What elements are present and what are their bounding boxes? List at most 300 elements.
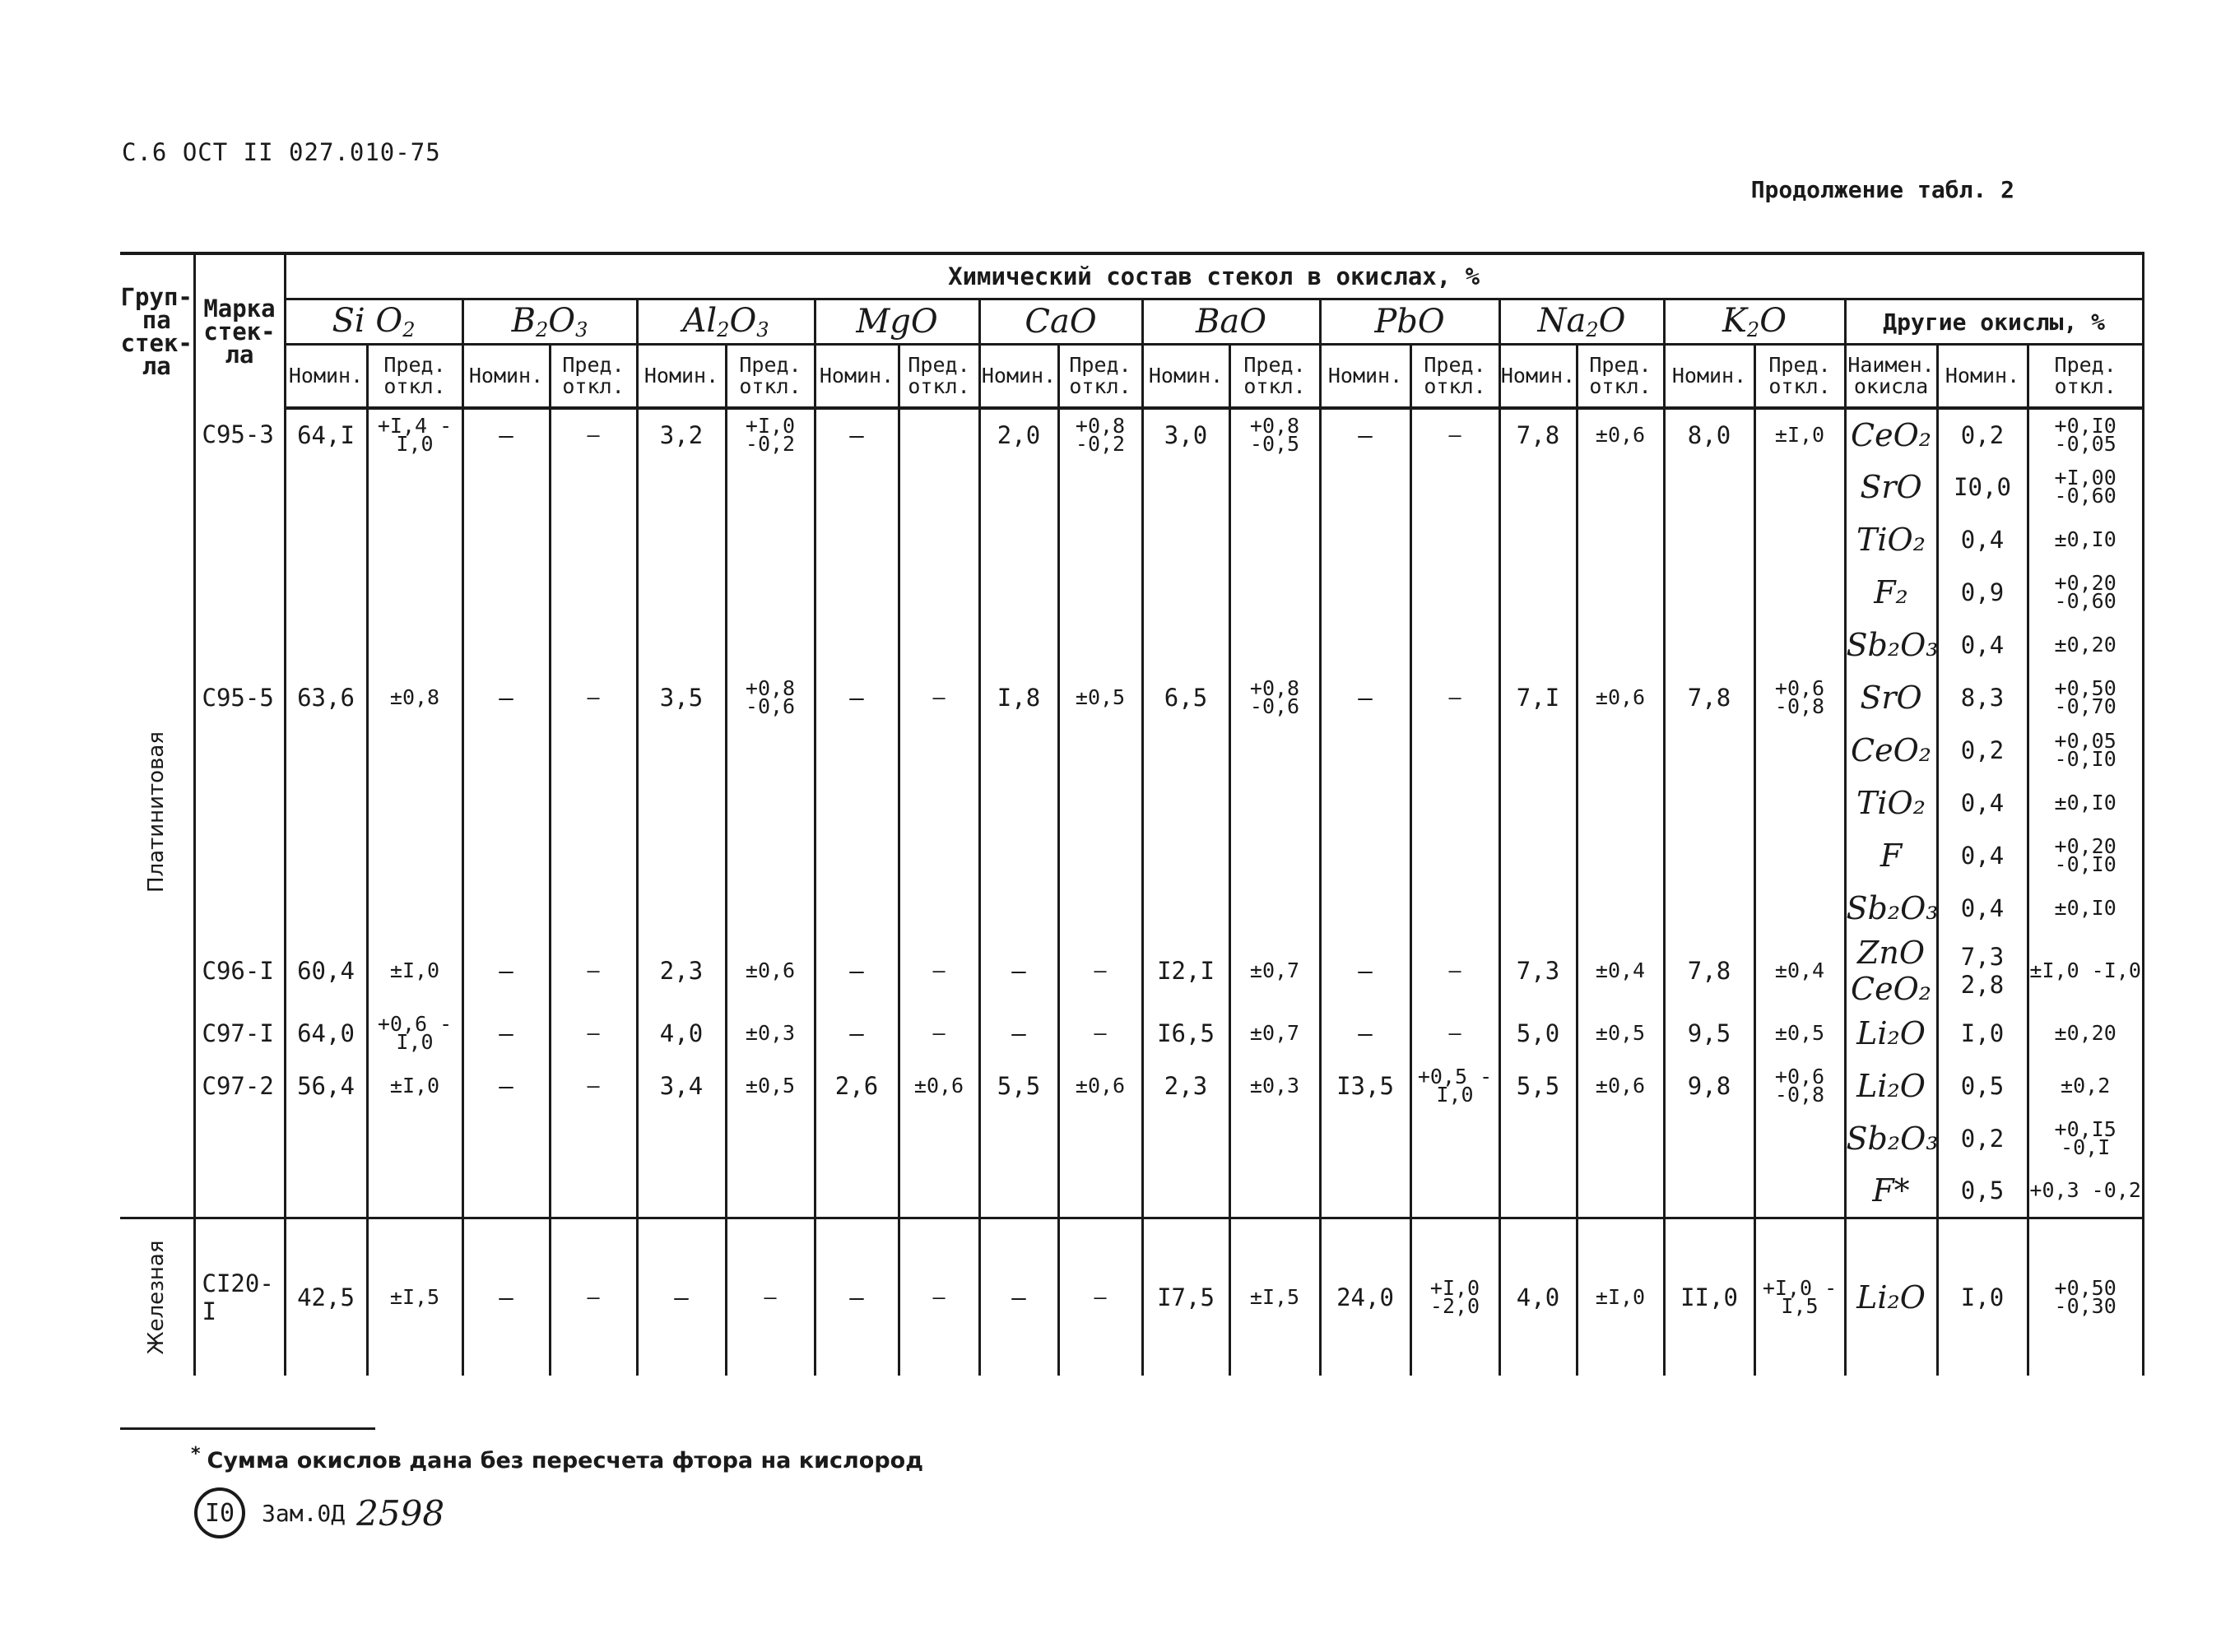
deviation-value [1058, 461, 1142, 513]
nominal-value [285, 619, 367, 671]
deviation-value [550, 1165, 637, 1218]
deviation-value: ±0,7 [1229, 935, 1320, 1007]
table-row [120, 671, 2143, 724]
other-oxide-name: Li₂O [1845, 1007, 1937, 1060]
other-oxide-name: CeO₂ [1845, 724, 1937, 777]
other-oxide-nominal: I,0 [1937, 1007, 2028, 1060]
deviation-header: Пред. откл. [726, 345, 815, 409]
nominal-value [1320, 566, 1410, 619]
glass-brand: С97-I [194, 1007, 285, 1060]
nominal-value: – [979, 1007, 1058, 1060]
deviation-header: Пред. откл. [1754, 345, 1845, 409]
nominal-value: 24,0 [1320, 1218, 1410, 1376]
deviation-value: ±I,5 [1229, 1218, 1320, 1376]
table-row [120, 1112, 2143, 1165]
deviation-value [1058, 1112, 1142, 1165]
nominal-value [1499, 1112, 1577, 1165]
deviation-value [550, 513, 637, 566]
deviation-value: +0,8 -0,2 [1058, 408, 1142, 461]
glass-group-cell [120, 408, 194, 1218]
nominal-value: 2,3 [637, 935, 726, 1007]
deviation-value [1577, 777, 1664, 829]
nominal-value: – [815, 671, 899, 724]
deviation-value [1577, 724, 1664, 777]
nominal-value [1664, 566, 1754, 619]
deviation-value: ±I,0 [1577, 1218, 1664, 1376]
other-oxide-name: Sb₂O₃ [1845, 1112, 1937, 1165]
deviation-value [1754, 882, 1845, 935]
deviation-value: – [1058, 1007, 1142, 1060]
deviation-value: – [550, 1060, 637, 1112]
nominal-value [979, 513, 1058, 566]
deviation-value [367, 1112, 462, 1165]
table-row [120, 935, 2143, 1007]
nominal-value [979, 1112, 1058, 1165]
nominal-value [462, 619, 550, 671]
nominal-value: – [815, 935, 899, 1007]
deviation-value: – [1410, 408, 1499, 461]
nominal-value [1664, 513, 1754, 566]
deviation-value [367, 1165, 462, 1218]
nominal-value: I6,5 [1142, 1007, 1229, 1060]
glass-brand [194, 1112, 285, 1165]
deviation-value: – [726, 1218, 815, 1376]
deviation-header: Пред. откл. [550, 345, 637, 409]
nominal-value [1664, 724, 1754, 777]
nominal-value [1664, 461, 1754, 513]
nominal-value [1499, 829, 1577, 882]
other-oxide-deviation: +0,20 -0,I0 [2028, 829, 2143, 882]
deviation-value [899, 408, 979, 461]
deviation-value: – [899, 1218, 979, 1376]
nominal-value [815, 724, 899, 777]
nominal-value [1142, 829, 1229, 882]
deviation-header: Пред. откл. [899, 345, 979, 409]
nominal-value [462, 566, 550, 619]
nominal-value: 7,3 [1499, 935, 1577, 1007]
other-oxide-name: TiO₂ [1845, 513, 1937, 566]
other-oxide-deviation: +0,50 -0,30 [2028, 1218, 2143, 1376]
nominal-value [637, 1165, 726, 1218]
nominal-value: 7,8 [1499, 408, 1577, 461]
deviation-value: ±0,5 [1754, 1007, 1845, 1060]
other-oxide-name: F* [1845, 1165, 1937, 1218]
deviation-value: ±0,4 [1577, 935, 1664, 1007]
table-row [120, 777, 2143, 829]
other-oxide-nominal: 0,4 [1937, 777, 2028, 829]
table-row [120, 882, 2143, 935]
deviation-value [1577, 461, 1664, 513]
deviation-value [899, 1165, 979, 1218]
deviation-value: ±0,5 [726, 1060, 815, 1112]
nominal-header: Номин. [1499, 345, 1577, 409]
deviation-value [726, 1165, 815, 1218]
nominal-value [1142, 724, 1229, 777]
nominal-value [815, 882, 899, 935]
deviation-value [1754, 513, 1845, 566]
other-dev-header: Пред. откл. [2028, 345, 2143, 409]
deviation-value [1058, 777, 1142, 829]
other-oxide-nominal: 0,5 [1937, 1165, 2028, 1218]
nominal-value [815, 1165, 899, 1218]
chemical-composition-table [120, 252, 2144, 1376]
nominal-value [1499, 777, 1577, 829]
nominal-value [1499, 882, 1577, 935]
nominal-value: 5,5 [979, 1060, 1058, 1112]
deviation-value: +0,6 -I,0 [367, 1007, 462, 1060]
nominal-value: 6,5 [1142, 671, 1229, 724]
nominal-value [815, 1112, 899, 1165]
other-oxide-nominal: 0,2 [1937, 1112, 2028, 1165]
glass-brand [194, 1165, 285, 1218]
table-row [120, 1218, 2143, 1376]
other-oxide-name: F₂ [1845, 566, 1937, 619]
change-number-circle: I0 [194, 1487, 245, 1538]
deviation-value [1410, 882, 1499, 935]
glass-group-cell [120, 1218, 194, 1376]
deviation-value [1410, 1112, 1499, 1165]
deviation-value [726, 777, 815, 829]
nominal-value [285, 829, 367, 882]
deviation-value [550, 724, 637, 777]
deviation-value [1754, 777, 1845, 829]
page-reference: С.6 ОСТ II 027.010-75 [122, 138, 441, 166]
table-row [120, 408, 2143, 461]
nominal-value [1320, 1165, 1410, 1218]
group-column-header: Груп-па стек-ла [120, 253, 194, 408]
glass-brand: СI20-I [194, 1218, 285, 1376]
nominal-value: – [815, 408, 899, 461]
deviation-value [1754, 724, 1845, 777]
nominal-value [1142, 566, 1229, 619]
nominal-value [637, 724, 726, 777]
nominal-value [1664, 882, 1754, 935]
deviation-value: ±0,6 [1058, 1060, 1142, 1112]
deviation-value: +I,0 -0,2 [726, 408, 815, 461]
nominal-value [815, 566, 899, 619]
other-oxide-name: TiO₂ [1845, 777, 1937, 829]
deviation-value: +I,0 -2,0 [1410, 1218, 1499, 1376]
deviation-value [899, 882, 979, 935]
deviation-value: +0,8 -0,6 [726, 671, 815, 724]
nominal-value [285, 882, 367, 935]
nominal-value: I7,5 [1142, 1218, 1229, 1376]
nominal-value: – [979, 1218, 1058, 1376]
nominal-value [1664, 829, 1754, 882]
deviation-value [1410, 513, 1499, 566]
deviation-value: +0,8 -0,6 [1229, 671, 1320, 724]
deviation-value [1754, 1165, 1845, 1218]
deviation-value [1410, 566, 1499, 619]
other-oxide-nominal: 0,5 [1937, 1060, 2028, 1112]
nominal-header: Номин. [462, 345, 550, 409]
deviation-value [726, 513, 815, 566]
deviation-value: ±0,4 [1754, 935, 1845, 1007]
deviation-value [1229, 566, 1320, 619]
deviation-value [726, 1112, 815, 1165]
deviation-value: +I,0 -I,5 [1754, 1218, 1845, 1376]
nominal-value: 5,0 [1499, 1007, 1577, 1060]
other-oxide-name: Li₂O [1845, 1218, 1937, 1376]
nominal-value: – [462, 1007, 550, 1060]
deviation-value: ±0,6 [726, 935, 815, 1007]
deviation-value [1229, 724, 1320, 777]
nominal-value: 63,6 [285, 671, 367, 724]
deviation-value [1410, 724, 1499, 777]
nominal-value [1664, 619, 1754, 671]
nominal-value [1499, 461, 1577, 513]
deviation-header: Пред. откл. [367, 345, 462, 409]
deviation-value [1058, 513, 1142, 566]
deviation-value: ±0,3 [726, 1007, 815, 1060]
other-oxide-deviation: +0,I0 -0,05 [2028, 408, 2143, 461]
deviation-value [1058, 724, 1142, 777]
nominal-value: 9,5 [1664, 1007, 1754, 1060]
oxide-header-pbo: PbO [1320, 299, 1499, 345]
deviation-value: +0,6 -0,8 [1754, 671, 1845, 724]
nominal-value [462, 777, 550, 829]
deviation-value [367, 777, 462, 829]
deviation-header: Пред. откл. [1058, 345, 1142, 409]
oxide-header-k2o: $K_2O$ [1664, 299, 1845, 345]
glass-brand [194, 619, 285, 671]
nominal-value [979, 619, 1058, 671]
nominal-value: 7,I [1499, 671, 1577, 724]
nominal-value [285, 1112, 367, 1165]
deviation-value: – [1410, 671, 1499, 724]
deviation-value [1754, 829, 1845, 882]
nominal-value [637, 777, 726, 829]
deviation-value: – [899, 671, 979, 724]
other-oxide-name: Sb₂O₃ [1845, 619, 1937, 671]
deviation-header: Пред. откл. [1577, 345, 1664, 409]
deviation-value [367, 566, 462, 619]
table-row [120, 829, 2143, 882]
other-oxide-nominal: 0,4 [1937, 882, 2028, 935]
other-oxide-deviation: ±I,0 -I,0 [2028, 935, 2143, 1007]
other-oxide-deviation: +0,3 -0,2 [2028, 1165, 2143, 1218]
deviation-value [1058, 882, 1142, 935]
nominal-value [815, 461, 899, 513]
glass-brand [194, 461, 285, 513]
table-row [120, 461, 2143, 513]
deviation-value [1058, 829, 1142, 882]
glass-brand [194, 513, 285, 566]
oxide-header-mgo: MgO [815, 299, 979, 345]
nominal-value: 9,8 [1664, 1060, 1754, 1112]
nominal-value: 2,0 [979, 408, 1058, 461]
deviation-header: Пред. откл. [1229, 345, 1320, 409]
change-text: Зам.0Д [262, 1499, 346, 1527]
nominal-value [1320, 513, 1410, 566]
nominal-value: – [815, 1218, 899, 1376]
nominal-value [815, 829, 899, 882]
nominal-value [637, 882, 726, 935]
nominal-value: 7,8 [1664, 671, 1754, 724]
nominal-value [637, 1112, 726, 1165]
nominal-value: II,0 [1664, 1218, 1754, 1376]
deviation-value [1410, 1165, 1499, 1218]
nominal-value [637, 461, 726, 513]
nominal-value [815, 513, 899, 566]
nominal-value: – [462, 1218, 550, 1376]
nominal-value [1664, 777, 1754, 829]
nominal-value: 4,0 [637, 1007, 726, 1060]
nominal-value [637, 513, 726, 566]
nominal-value: – [637, 1218, 726, 1376]
nominal-value [1142, 1112, 1229, 1165]
deviation-value [367, 619, 462, 671]
deviation-value [899, 777, 979, 829]
nominal-value: 2,3 [1142, 1060, 1229, 1112]
glass-brand: С95-3 [194, 408, 285, 461]
deviation-header: Пред. откл. [1410, 345, 1499, 409]
deviation-value [726, 619, 815, 671]
deviation-value: ±0,8 [367, 671, 462, 724]
other-oxide-nominal: 8,3 [1937, 671, 2028, 724]
other-oxide-nominal: 0,4 [1937, 513, 2028, 566]
nominal-value [1142, 461, 1229, 513]
deviation-value [1577, 619, 1664, 671]
nominal-value: 64,I [285, 408, 367, 461]
oxide-header-cao: CaO [979, 299, 1142, 345]
other-oxide-deviation: ±0,I0 [2028, 777, 2143, 829]
other-oxide-deviation: ±0,20 [2028, 619, 2143, 671]
deviation-value [367, 461, 462, 513]
deviation-value [1410, 829, 1499, 882]
other-oxide-name: SrO [1845, 671, 1937, 724]
deviation-value [726, 829, 815, 882]
glass-brand: С95-5 [194, 671, 285, 724]
nominal-value [1142, 882, 1229, 935]
deviation-value [1229, 777, 1320, 829]
other-oxides-header: Другие окислы, % [1845, 299, 2143, 345]
other-oxide-deviation: +0,50 -0,70 [2028, 671, 2143, 724]
deviation-value [1229, 513, 1320, 566]
nominal-value [1499, 566, 1577, 619]
deviation-value: – [899, 935, 979, 1007]
brand-column-header: Марка стек-ла [194, 253, 285, 408]
table-continuation-label: Продолжение табл. 2 [1750, 176, 2014, 203]
nominal-value [637, 619, 726, 671]
table-row [120, 513, 2143, 566]
deviation-value [1229, 619, 1320, 671]
deviation-value [1229, 1165, 1320, 1218]
glass-brand [194, 724, 285, 777]
nominal-value: – [1320, 935, 1410, 1007]
footnote-star: * [191, 1444, 201, 1464]
deviation-value: ±0,5 [1058, 671, 1142, 724]
other-oxide-name: Sb₂O₃ [1845, 882, 1937, 935]
nominal-value [285, 566, 367, 619]
nominal-value [1664, 1165, 1754, 1218]
other-name-header: Наимен. окисла [1845, 345, 1937, 409]
oxide-header-na2o: $Na_2O$ [1499, 299, 1664, 345]
table-row [120, 724, 2143, 777]
other-oxide-nominal: I,0 [1937, 1218, 2028, 1376]
deviation-value [1754, 619, 1845, 671]
nominal-value [285, 461, 367, 513]
glass-brand [194, 566, 285, 619]
deviation-value [1410, 619, 1499, 671]
glass-group-label: Платинитовая [144, 731, 170, 893]
deviation-value [1229, 1112, 1320, 1165]
deviation-value [1229, 882, 1320, 935]
deviation-value [550, 777, 637, 829]
other-oxide-deviation: ±0,20 [2028, 1007, 2143, 1060]
other-oxide-nominal: 0,4 [1937, 619, 2028, 671]
deviation-value: +I,4 -I,0 [367, 408, 462, 461]
deviation-value: ±I,0 [367, 935, 462, 1007]
nominal-value [462, 1165, 550, 1218]
table-body [120, 408, 2143, 1376]
deviation-value: – [899, 1007, 979, 1060]
glass-brand: С96-I [194, 935, 285, 1007]
nominal-value: 3,2 [637, 408, 726, 461]
footnote-rule [120, 1427, 375, 1430]
other-oxide-nominal: 7,3 2,8 [1937, 935, 2028, 1007]
deviation-value [550, 1112, 637, 1165]
glass-brand: С97-2 [194, 1060, 285, 1112]
oxide-header-b2o3: $B_2O_3$ [462, 299, 637, 345]
nominal-value [1320, 724, 1410, 777]
nominal-value: I,8 [979, 671, 1058, 724]
deviation-value: ±0,6 [899, 1060, 979, 1112]
nominal-value [1320, 461, 1410, 513]
deviation-value [726, 566, 815, 619]
nominal-value [1320, 1112, 1410, 1165]
other-oxide-deviation: +0,I5 -0,I [2028, 1112, 2143, 1165]
nominal-value: 60,4 [285, 935, 367, 1007]
nominal-value [1320, 829, 1410, 882]
nominal-value: – [1320, 671, 1410, 724]
deviation-value: – [1058, 1218, 1142, 1376]
deviation-value: – [550, 935, 637, 1007]
other-oxide-nominal: 0,2 [1937, 408, 2028, 461]
deviation-value [367, 882, 462, 935]
nominal-value [1142, 1165, 1229, 1218]
deviation-value [726, 724, 815, 777]
nominal-value: 64,0 [285, 1007, 367, 1060]
glass-brand [194, 829, 285, 882]
nominal-value: 3,4 [637, 1060, 726, 1112]
nominal-header: Номин. [285, 345, 367, 409]
nominal-value: – [1320, 1007, 1410, 1060]
oxide-header-sio2: Si $O_2$ [285, 299, 462, 345]
deviation-value: +0,8 -0,5 [1229, 408, 1320, 461]
nominal-value: – [462, 408, 550, 461]
deviation-value [1754, 1112, 1845, 1165]
other-oxide-nominal: I0,0 [1937, 461, 2028, 513]
nominal-value [979, 829, 1058, 882]
deviation-value [367, 513, 462, 566]
nominal-value: – [815, 1007, 899, 1060]
deviation-value [1410, 777, 1499, 829]
table-row [120, 566, 2143, 619]
nominal-value: – [462, 935, 550, 1007]
nominal-value [815, 777, 899, 829]
other-oxide-name: Li₂O [1845, 1060, 1937, 1112]
deviation-value: ±I,0 [1754, 408, 1845, 461]
deviation-value [1058, 566, 1142, 619]
deviation-value [899, 724, 979, 777]
deviation-value [1577, 829, 1664, 882]
nominal-value [1320, 882, 1410, 935]
deviation-value [1577, 566, 1664, 619]
other-oxide-deviation: +0,20 -0,60 [2028, 566, 2143, 619]
nominal-header: Номин. [1320, 345, 1410, 409]
deviation-value: ±0,5 [1577, 1007, 1664, 1060]
